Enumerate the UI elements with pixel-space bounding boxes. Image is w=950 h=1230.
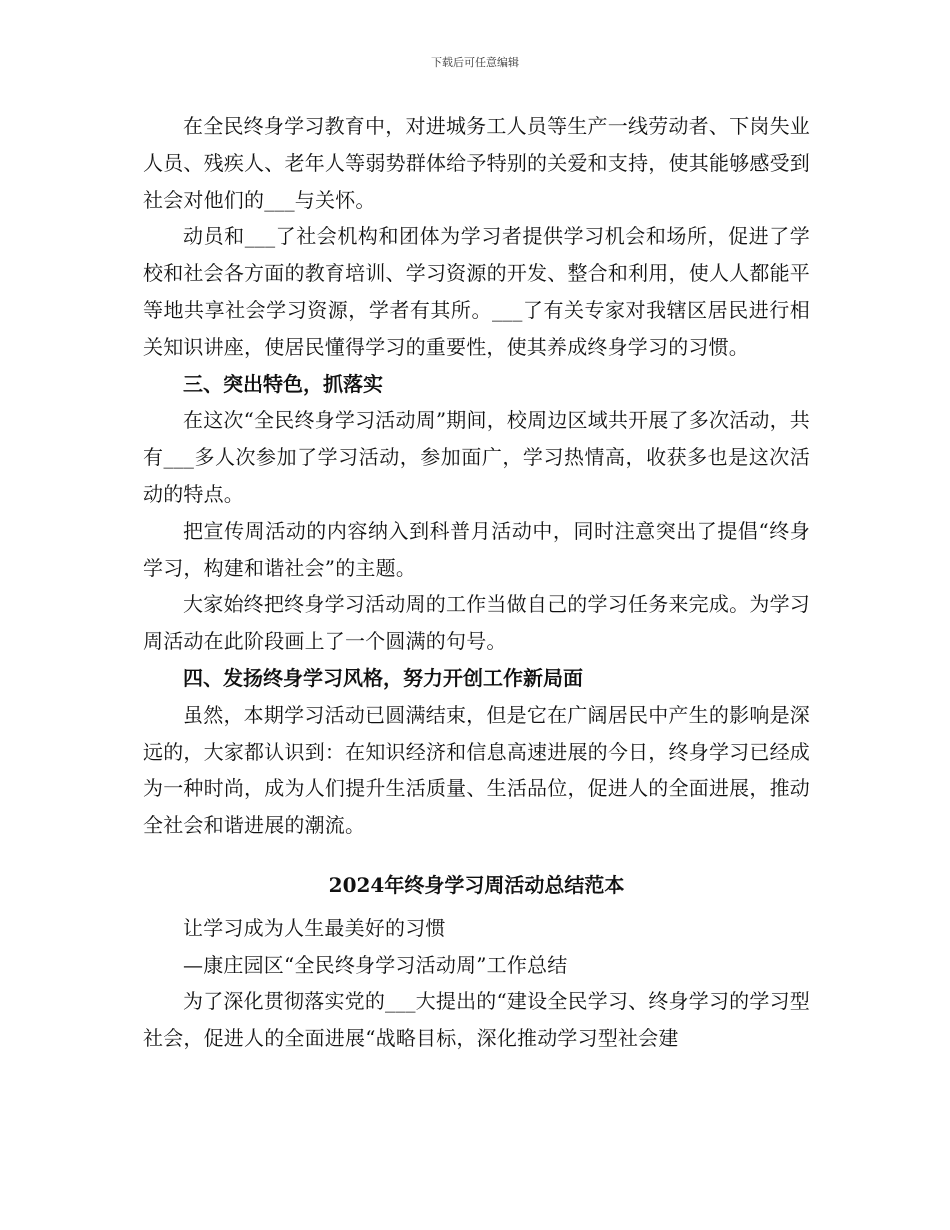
subtitle: 让学习成为人生最美好的习惯 xyxy=(183,915,446,940)
paragraph: 虽然，本期学习活动已圆满结束，但是它在广阔居民中产生的影响是深远的，大家都认识到：在知识经济和信息高速进展的今日，终身学习已经成为一种时尚，成为人们提升生活质量、生活品位，促进人的全面进展，推动全社会和谐进展的潮流。 xyxy=(143,702,810,838)
document-title: 2024年终身学习周活动总结范本 xyxy=(328,872,625,897)
page-header: 下载后可任意编辑 xyxy=(431,56,519,69)
document-body xyxy=(143,108,810,1057)
paragraph: 为了深化贯彻落实党的___大提出的“建设全民学习、终身学习的学习型社会，促进人的全面进展“战略目标，深化推动学习型社会建 xyxy=(143,989,810,1051)
paragraph: 把宣传周活动的内容纳入到科普月活动中，同时注意突出了提倡“终身学习，构建和谐社会”的主题。 xyxy=(143,518,810,580)
section-heading: 四、发扬终身学习风格，努力开创工作新局面 xyxy=(183,665,583,690)
paragraph: 在这次“全民终身学习活动周”期间，校周边区域共开展了多次活动，共有___多人次参加了学习活动，参加面广，学习热情高，收获多也是这次活动的特点。 xyxy=(143,408,810,506)
paragraph: 在全民终身学习教育中，对进城务工人员等生产一线劳动者、下岗失业人员、残疾人、老年人等弱势群体给予特别的关爱和支持，使其能够感受到社会对他们的___与关怀。 xyxy=(143,114,810,212)
paragraph: 大家始终把终身学习活动周的工作当做自己的学习任务来完成。为学习周活动在此阶段画上了一个圆满的句号。 xyxy=(143,592,810,654)
subtitle: —康庄园区“全民终身学习活动周”工作总结 xyxy=(183,952,568,977)
paragraph: 动员和___了社会机构和团体为学习者提供学习机会和场所，促进了学校和社会各方面的教育培训、学习资源的开发、整合和利用，使人人都能平等地共享社会学习资源，学者有其所。___了有关专家对我辖区居民进行相关知识讲座，使居民懂得学习的重要性，使其养成终身学习的习惯。 xyxy=(143,224,810,359)
section-heading: 三、突出特色，抓落实 xyxy=(183,371,383,396)
